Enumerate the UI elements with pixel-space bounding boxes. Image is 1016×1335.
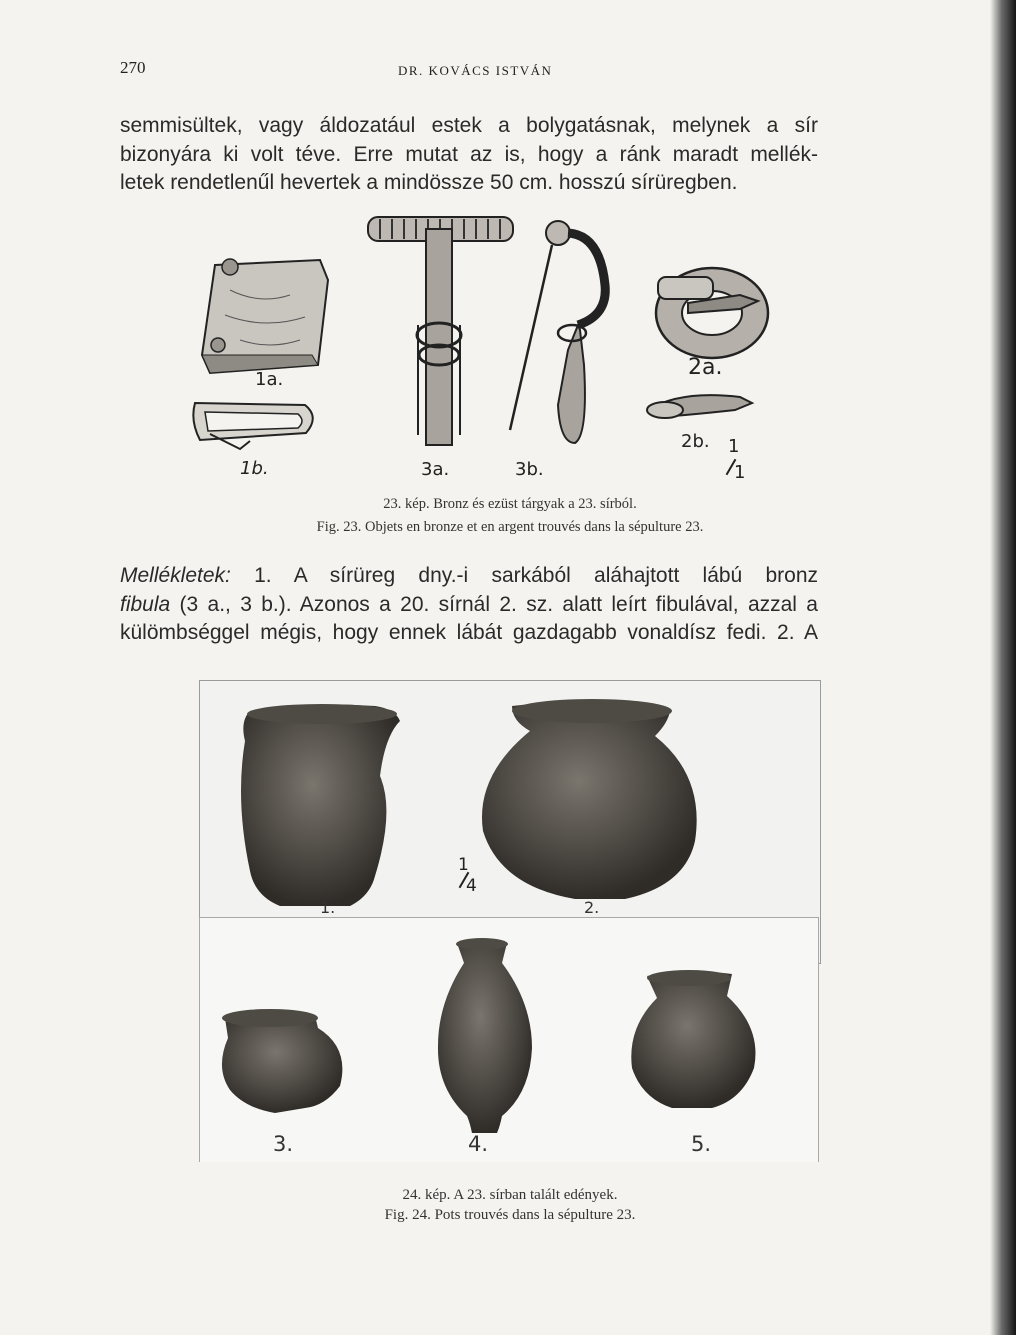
- paragraph-2: [120, 562, 818, 648]
- figure-24-photo-bottom: [199, 917, 819, 1163]
- pot-3-cell: [199, 917, 374, 1162]
- pot-label-1: 1.: [320, 898, 336, 917]
- label-2b: 2b.: [681, 431, 710, 452]
- object-3b-drawing: [510, 221, 605, 443]
- label-3b: 3b.: [515, 459, 544, 480]
- figure-23-caption-fr: Fig. 23. Objets en bronze et en argent trouvés dans la sépulture 23.: [316, 519, 704, 535]
- pot-3-image: [200, 918, 373, 1162]
- object-2a-drawing: [656, 268, 768, 358]
- label-1b: 1b.: [240, 458, 269, 479]
- object-2b-drawing: [647, 395, 752, 418]
- object-1a-drawing: [202, 259, 328, 373]
- scale-numerator-24: 1: [458, 855, 469, 875]
- figure-24-caption-fr: Fig. 24. Pots trouvés dans la sépulture 23.: [384, 1207, 636, 1223]
- pot-label-3: 3.: [273, 1132, 294, 1156]
- section-lead: Mellékletek:: [120, 564, 231, 587]
- pot-5-cell: [592, 917, 819, 1162]
- text-line: semmisültek, vagy áldozatául estek a bolygatásnak, melynek a sír: [120, 114, 818, 137]
- pot-2-image: [482, 699, 697, 899]
- pot-label-2: 2.: [584, 898, 600, 917]
- object-3a-drawing: [368, 217, 513, 445]
- page-edge-shadow: [990, 0, 1016, 1335]
- pot-label-5: 5.: [691, 1132, 712, 1156]
- text-line: letek rendetlenűl hevertek a mindössze 50 cm. hosszú sírüregben.: [120, 171, 738, 194]
- label-1a: 1a.: [255, 369, 284, 390]
- label-2a: 2a.: [688, 355, 723, 380]
- page-number: 270: [120, 58, 146, 77]
- scale-denominator-24: 4: [466, 876, 477, 896]
- object-1b-drawing: [193, 403, 312, 449]
- pot-5-image: [592, 918, 818, 1162]
- scale-numerator: 1: [728, 436, 740, 457]
- scale-denominator: 1: [734, 462, 746, 483]
- text-line: bizonyára ki volt téve. Erre mutat az is, hogy a ránk maradt mellék-: [120, 142, 818, 166]
- pot-label-4: 4.: [468, 1132, 489, 1156]
- paragraph-1: [120, 112, 818, 198]
- label-3a: 3a.: [421, 459, 450, 480]
- running-head: DR. KOVÁCS ISTVÁN: [398, 63, 553, 78]
- pot-4-cell: [372, 917, 593, 1162]
- pot-4-image: [372, 918, 592, 1162]
- pot-1-image: [241, 704, 400, 906]
- text-line: külömbséggel mégis, hogy ennek lábát gazdagabb vonaldísz fedi. 2. A: [120, 621, 818, 644]
- text-line: Mellékletek: 1. A sírüreg dny.-i sarkából aláhajtott lábú bronz: [120, 564, 818, 587]
- figure-24-caption-hu: 24. kép. A 23. sírban talált edények.: [402, 1187, 618, 1203]
- text-line: fibula (3 a., 3 b.). Azonos a 20. sírnál 2. sz. alatt leírt fibulával, azzal a: [120, 592, 818, 616]
- figure-23-caption-hu: 23. kép. Bronz és ezüst tárgyak a 23. sírból.: [383, 496, 637, 512]
